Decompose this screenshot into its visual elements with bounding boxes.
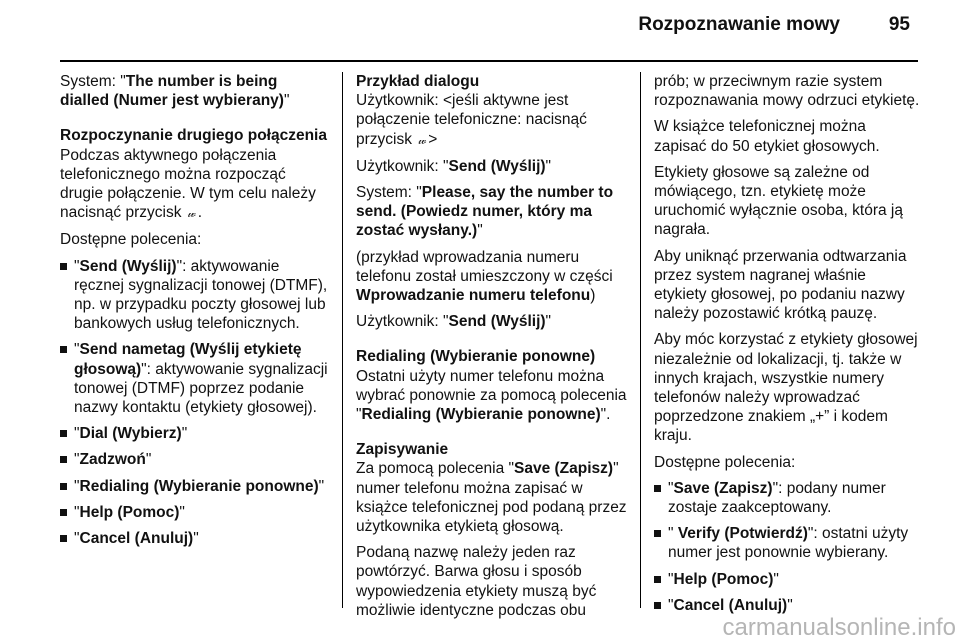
bullet-icon (60, 509, 67, 516)
page-title: Rozpoznawanie mowy (638, 14, 840, 35)
command-label: Help (Pomoc) (79, 503, 180, 521)
bullet-icon (60, 483, 67, 490)
paragraph: Podaną nazwę należy jeden raz powtórzyć. Barwa głosu i sposób wypowiedzenia etykiety muszą być możliwie identyczne podczas obu (356, 544, 597, 619)
command-item: "Send nametag (Wyślij etykietę głosową)": aktywowanie sygnalizacji tonowej (DTMF) poprzez podanie nazwy kontaktu (etykiety głosowej). (60, 340, 330, 417)
command-item: "Help (Pomoc)" (60, 503, 330, 522)
section-heading: Rozpoczynanie drugiego połączenia (60, 127, 327, 145)
save-section: Zapisywanie Za pomocą polecenia "Save (Zapisz)" numer telefonu można zapisać w książce telefonicznej pod podaną przez użytkownika etykietą głosową. (356, 441, 627, 536)
command-item: "Cancel (Anuluj)" (654, 596, 922, 615)
command-item: "Send (Wyślij)": aktywowanie ręcznej sygnalizacji tonowej (DTMF), np. w przypadku poczty głosowej lub bankowych usług telefonicznych. (60, 257, 330, 334)
section-heading: Przykład dialogu (356, 73, 480, 90)
dialog-line: Użytkownik: "Send (Wyślij)" (356, 313, 552, 331)
voice-command-icon: 𝓌 (418, 132, 427, 147)
column-1 (60, 72, 330, 555)
bullet-icon (654, 602, 661, 609)
dialog-line: System: "Please, say the number to send. (Powiedz numer, który ma zostać wysłany.)" (356, 184, 614, 240)
bullet-icon (60, 263, 67, 270)
paragraph: Aby uniknąć przerwania odtwarzania przez system nagranej właśnie etykiety głosowej, po podaniu nazwy należy pozostawić krótką pauzę. (654, 247, 907, 323)
bullet-icon (60, 430, 67, 437)
voice-command-icon: 𝓌 (187, 206, 196, 221)
command-label: Send nametag (Wyślij etykietę głosową) (74, 341, 302, 378)
command-label: Cancel (Anuluj) (79, 530, 194, 548)
paragraph: Etykiety głosowe są zależne od mówiącego, tzn. etykietę może uruchomić wyłącznie osoba, która ją nagrała. (654, 163, 903, 239)
command-label: Save (Zapisz) (673, 479, 773, 497)
commands-intro: Dostępne polecenia: (654, 453, 796, 471)
command-label: Verify (Potwierdź) (677, 525, 808, 543)
column-3 (654, 72, 922, 622)
command-item: "Save (Zapisz)": podany numer zostaje zaakceptowany. (654, 479, 922, 517)
command-item: "Dial (Wybierz)" (60, 424, 330, 443)
command-label: Dial (Wybierz) (79, 425, 182, 443)
column-2 (356, 72, 628, 627)
command-label: Zadzwoń (79, 451, 146, 469)
system-message-text: The number is being dialled (Numer jest wybierany) (60, 73, 284, 110)
bullet-icon (654, 530, 661, 537)
second-call-section: Rozpoczynanie drugiego połączenia Podczas aktywnego połączenia telefonicznego można rozpocząć drugie połączenie. W tym celu należy nacisnąć przycisk 𝓌 . (60, 126, 330, 223)
bullet-icon (654, 485, 661, 492)
commands-list (654, 479, 922, 615)
paragraph: W książce telefonicznej można zapisać do 50 etykiet głosowych. (654, 118, 880, 155)
command-label: Redialing (Wybieranie ponowne) (79, 477, 319, 495)
command-item: " Verify (Potwierdź)": ostatni użyty numer jest ponownie wybierany. (654, 524, 922, 562)
page-number: 95 (888, 14, 910, 35)
bullet-icon (60, 535, 67, 542)
command-item: "Zadzwoń" (60, 450, 330, 469)
commands-intro: Dostępne polecenia: (60, 231, 202, 249)
paragraph: prób; w przeciwnym razie system rozpoznawania mowy odrzuci etykietę. (654, 73, 920, 110)
column-divider (342, 72, 343, 608)
paragraph: Aby móc korzystać z etykiety głosowej niezależnie od lokalizacji, tj. także w innych krajach, wszystkie numery telefonów należy wprowadzać poprzedzone znakiem „+” i kodem kraju. (654, 331, 918, 445)
command-label: Help (Pomoc) (673, 570, 774, 588)
system-message: System: "The number is being dialled (Numer jest wybierany)" (60, 73, 290, 110)
redial-section: Redialing (Wybieranie ponowne) Ostatni użyty numer telefonu można wybrać ponownie za pomocą polecenia "Redialing (Wybieranie ponowne)". (356, 348, 627, 424)
commands-list (60, 257, 330, 549)
bullet-icon (60, 346, 67, 353)
dialog-line: Użytkownik: "Send (Wyślij)" (356, 157, 552, 175)
section-heading: Zapisywanie (356, 441, 449, 459)
column-divider (640, 72, 641, 608)
header-divider (60, 60, 918, 62)
section-heading: Redialing (Wybieranie ponowne) (356, 348, 596, 366)
watermark: carmanualsonline.info (722, 614, 956, 641)
command-item: "Redialing (Wybieranie ponowne)" (60, 477, 330, 496)
dialog-example: Przykład dialogu Użytkownik: <jeśli aktywne jest połączenie telefoniczne: nacisnąć przycisk 𝓌 > (356, 72, 628, 150)
command-item: "Cancel (Anuluj)" (60, 529, 330, 548)
dialog-line: (przykład wprowadzania numeru telefonu został umieszczony w części Wprowadzanie numeru telefonu) (356, 248, 613, 305)
bullet-icon (60, 456, 67, 463)
command-label: Cancel (Anuluj) (673, 596, 788, 614)
bullet-icon (654, 576, 661, 583)
command-label: Send (Wyślij) (79, 257, 177, 275)
command-item: "Help (Pomoc)" (654, 570, 922, 589)
